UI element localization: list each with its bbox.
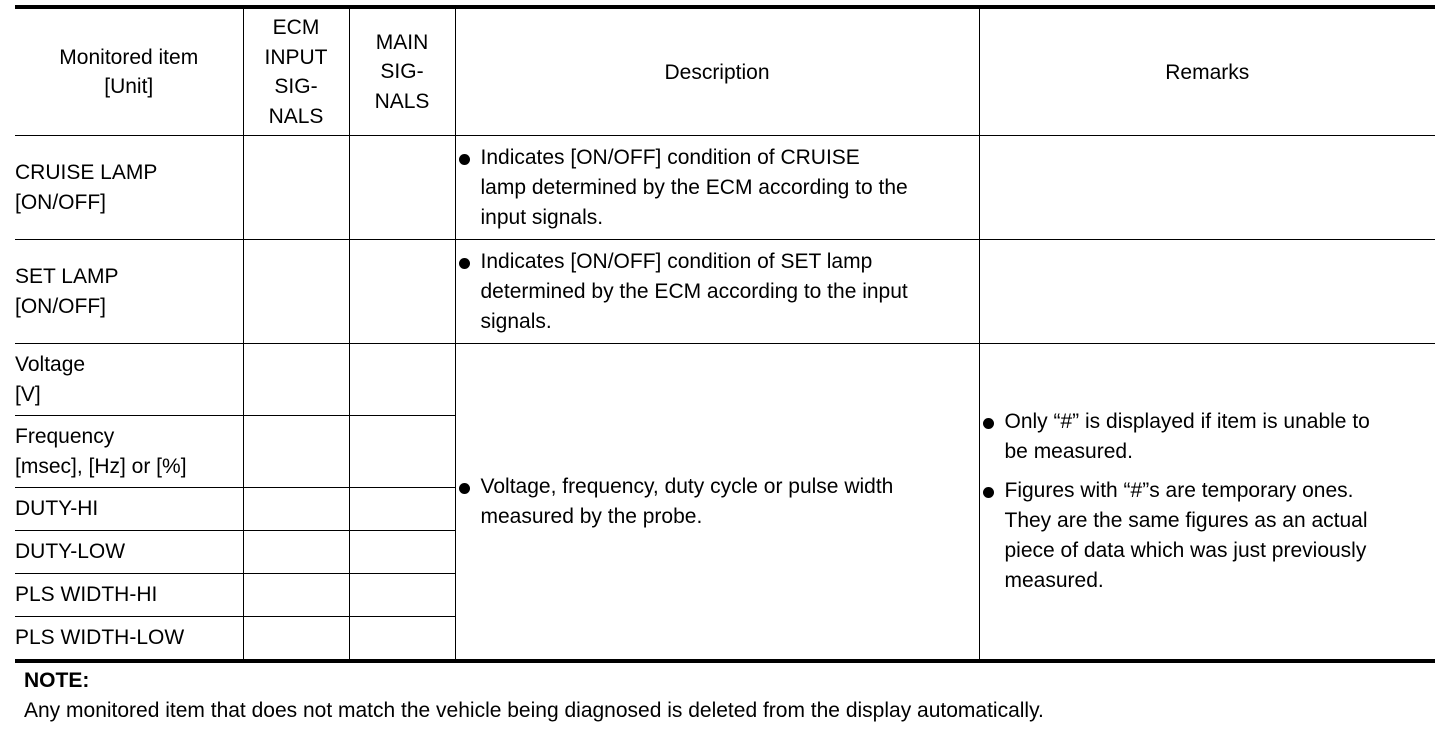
header-main-line: NALS <box>374 89 430 113</box>
item-unit: [V] <box>15 382 41 406</box>
description-line: determined by the ECM according to the input <box>480 279 908 303</box>
note-title: NOTE: <box>24 669 90 692</box>
bullet-item <box>980 407 1436 467</box>
bullet-item <box>456 247 979 337</box>
description-list <box>456 143 979 233</box>
note-text: Any monitored item that does not match the vehicle being diagnosed is deleted from the display automatically. <box>24 699 1044 722</box>
cell-ecm-input <box>243 136 349 240</box>
cell-main-signal <box>349 416 455 488</box>
cell-ecm-input <box>243 344 349 416</box>
header-ecm-line: INPUT <box>264 45 328 69</box>
cell-main-signal <box>349 488 455 531</box>
cell-ecm-input <box>243 617 349 662</box>
cell-main-signal <box>349 531 455 574</box>
item-name: Voltage <box>15 352 86 376</box>
header-ecm-line: SIG- <box>274 75 318 98</box>
cell-item-pls-width-low: PLS WIDTH-LOW <box>15 617 243 662</box>
cell-main-signal <box>349 344 455 416</box>
item-name: SET LAMP <box>15 264 119 288</box>
remark-line: be measured. <box>1004 440 1133 463</box>
item-unit: [ON/OFF] <box>15 294 106 318</box>
item-unit: [msec], [Hz] or [%] <box>15 454 187 478</box>
remark-line: measured. <box>1004 569 1104 592</box>
cell-item-pls-width-hi: PLS WIDTH-HI <box>15 574 243 617</box>
header-monitored-item <box>15 7 243 136</box>
header-ecm-line: ECM <box>272 16 320 39</box>
description-line: measured by the probe. <box>480 504 703 528</box>
cell-item-duty-hi: DUTY-HI <box>15 488 243 531</box>
description-line: lamp determined by the ECM according to the <box>480 175 908 199</box>
description-line: Voltage, frequency, duty cycle or pulse width <box>480 474 894 498</box>
description-line: Indicates [ON/OFF] condition of CRUISE <box>480 145 860 169</box>
table-row-voltage <box>15 344 1435 416</box>
remark-line: Only “#” is displayed if item is unable to <box>1004 410 1370 433</box>
remark-line: Figures with “#”s are temporary ones. <box>1004 479 1354 502</box>
cell-main-signal <box>349 617 455 662</box>
description-line: Indicates [ON/OFF] condition of SET lamp <box>480 249 873 273</box>
header-item-line: Monitored item <box>59 46 199 69</box>
cell-remarks <box>979 240 1435 344</box>
note-block <box>24 666 1044 726</box>
description-list <box>456 247 979 337</box>
description-line: input signals. <box>480 205 604 229</box>
item-name: Frequency <box>15 424 115 448</box>
data-monitor-sheet <box>15 5 1435 663</box>
item-name: CRUISE LAMP <box>15 160 158 184</box>
table-row-set-lamp <box>15 240 1435 344</box>
bullet-item <box>456 143 979 233</box>
cell-ecm-input <box>243 574 349 617</box>
item-unit: [ON/OFF] <box>15 190 106 214</box>
cell-main-signal <box>349 574 455 617</box>
cell-ecm-input <box>243 416 349 488</box>
header-ecm-line: NALS <box>268 104 324 128</box>
header-description: Description <box>455 7 979 136</box>
cell-main-signal <box>349 240 455 344</box>
cell-description <box>455 240 979 344</box>
header-remarks: Remarks <box>979 7 1435 136</box>
header-main-line: MAIN <box>375 30 429 54</box>
cell-ecm-input <box>243 531 349 574</box>
table-header-row <box>15 7 1435 136</box>
cell-item-frequency <box>15 416 243 488</box>
cell-item-duty-low: DUTY-LOW <box>15 531 243 574</box>
cell-main-signal <box>349 136 455 240</box>
cell-ecm-input <box>243 488 349 531</box>
remarks-list <box>980 407 1436 596</box>
bullet-item <box>456 472 979 532</box>
cell-description <box>455 136 979 240</box>
header-main-signals <box>349 7 455 136</box>
table-row-cruise-lamp <box>15 136 1435 240</box>
cell-measure-remarks <box>979 344 1435 662</box>
remark-line: piece of data which was just previously <box>1004 539 1367 562</box>
bullet-item <box>980 476 1436 596</box>
description-list <box>456 472 979 532</box>
remark-line: They are the same figures as an actual <box>1004 509 1368 532</box>
header-ecm-input-signals <box>243 7 349 136</box>
header-main-line: SIG- <box>380 60 424 84</box>
cell-item-cruise-lamp <box>15 136 243 240</box>
cell-remarks <box>979 136 1435 240</box>
cell-ecm-input <box>243 240 349 344</box>
header-item-line: [Unit] <box>104 75 154 98</box>
description-line: signals. <box>480 309 552 333</box>
cell-item-set-lamp <box>15 240 243 344</box>
monitored-items-table <box>15 5 1435 663</box>
cell-item-voltage <box>15 344 243 416</box>
cell-measure-description <box>455 344 979 662</box>
